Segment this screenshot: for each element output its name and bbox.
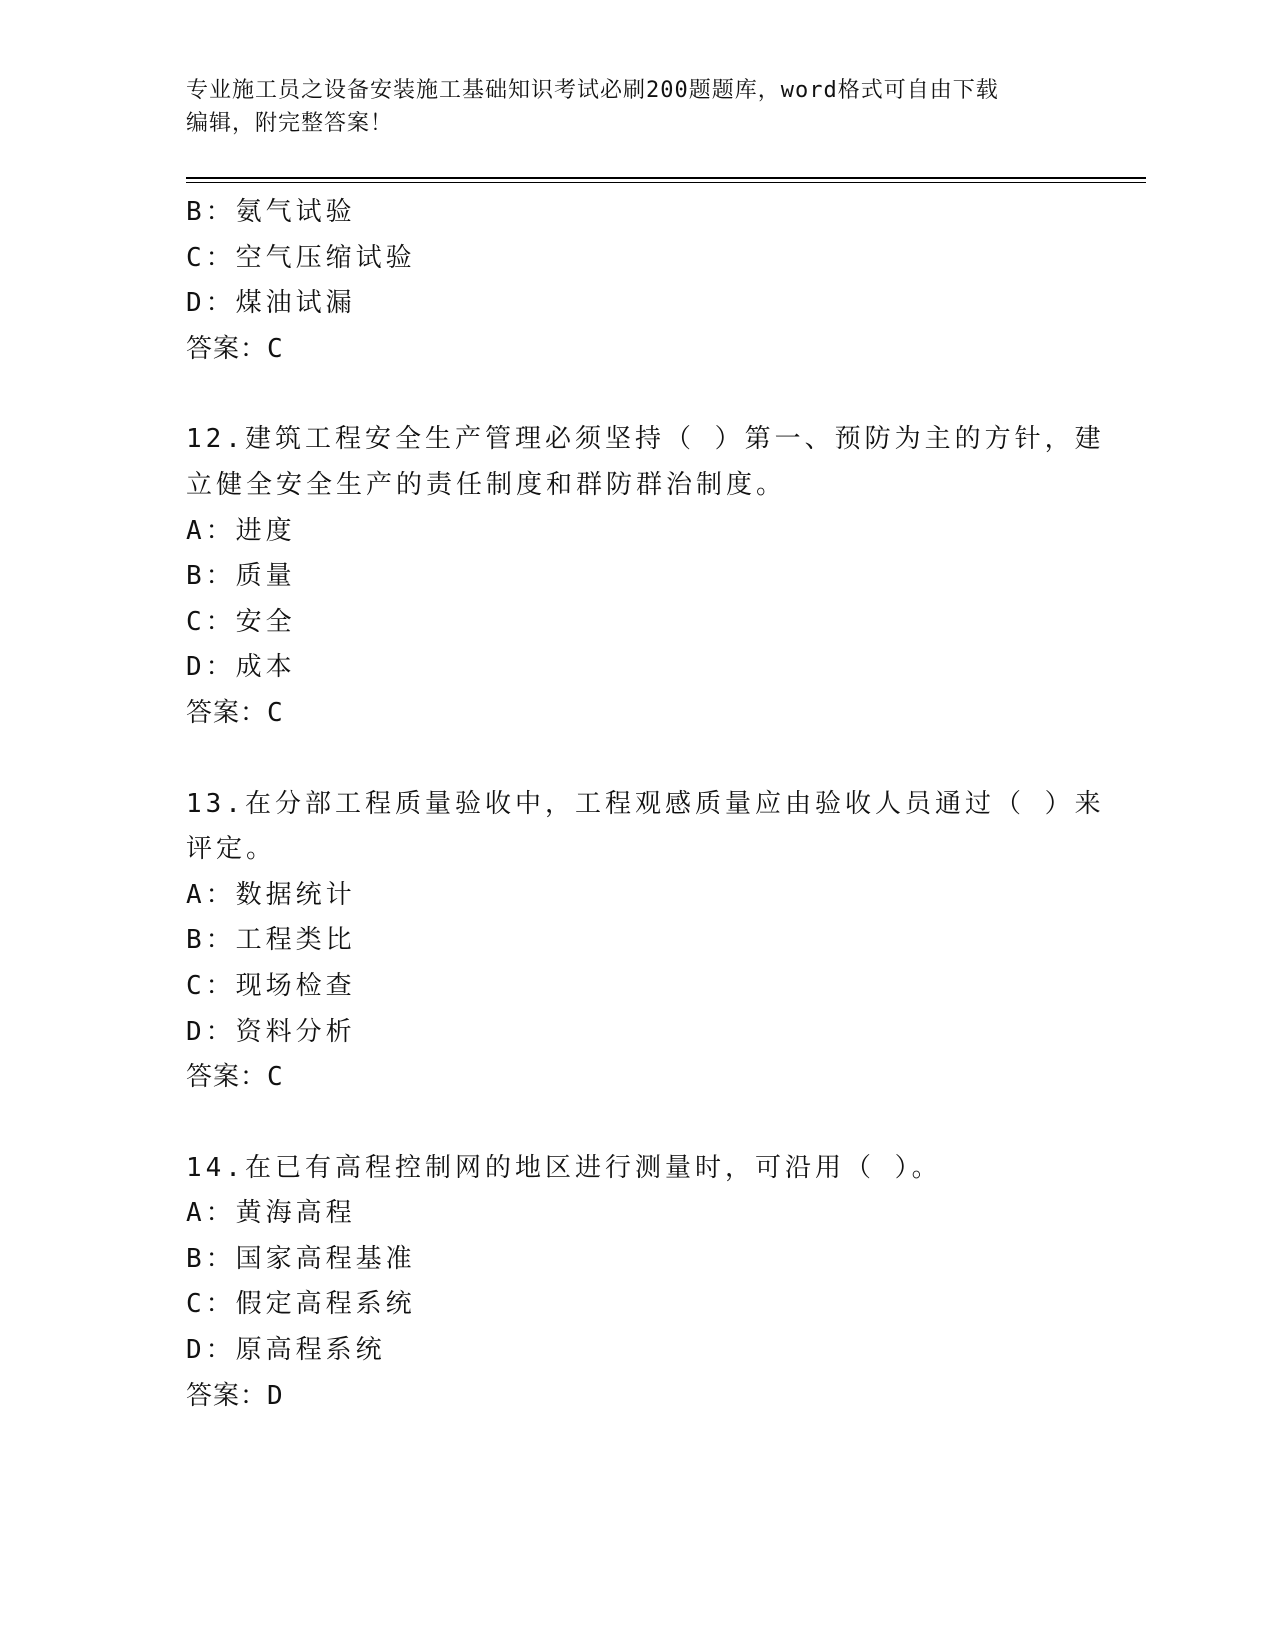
answer-line: 答案：C [186, 1062, 284, 1093]
option-b: B：国家高程基准 [186, 1243, 416, 1274]
header-line-2: 编辑，附完整答案！ [186, 111, 394, 136]
option-c: C：空气压缩试验 [186, 242, 416, 273]
option-a: A：进度 [186, 515, 296, 546]
option-b: B：氨气试验 [186, 197, 356, 227]
answer-line: 答案：D [186, 1380, 284, 1411]
question-list [186, 190, 1105, 1419]
option-a: A：黄海高程 [186, 1198, 356, 1229]
question-14 [186, 1146, 1066, 1420]
document-header [186, 74, 1066, 140]
option-d: D：资料分析 [186, 1016, 356, 1047]
header-divider-thick [186, 177, 1146, 179]
header-line-1: 专业施工员之设备安装施工基础知识考试必刷200题题库，word格式可自由下载 [186, 78, 999, 103]
question-stem-continued: 评定。 [186, 834, 277, 865]
question-gap [186, 372, 1066, 417]
question-stem-continued: 立健全安全生产的责任制度和群防群治制度。 [186, 469, 787, 500]
header-divider-thin [186, 182, 1146, 183]
option-d: D：煤油试漏 [186, 288, 356, 319]
question-stem: 14.在已有高程控制网的地区进行测量时，可沿用（ ）。 [186, 1152, 942, 1183]
option-b: B：工程类比 [186, 925, 356, 956]
option-d: D：原高程系统 [186, 1335, 386, 1366]
question-12 [186, 417, 1105, 736]
question-13 [186, 782, 1105, 1101]
option-d: D：成本 [186, 652, 296, 683]
question-gap [186, 737, 1066, 782]
option-c: C：现场检查 [186, 970, 356, 1001]
option-c: C：假定高程系统 [186, 1289, 416, 1320]
question-11 [186, 190, 1066, 372]
answer-line: 答案：C [186, 697, 284, 728]
question-stem: 12.建筑工程安全生产管理必须坚持（ ）第一、预防为主的方针，建 [186, 424, 1105, 455]
option-a: A：数据统计 [186, 879, 356, 910]
option-c: C：安全 [186, 606, 296, 637]
question-stem: 13.在分部工程质量验收中，工程观感质量应由验收人员通过（ ）来 [186, 788, 1105, 819]
question-gap [186, 1101, 1066, 1146]
answer-line: 答案：C [186, 333, 284, 364]
option-b: B：质量 [186, 561, 296, 592]
